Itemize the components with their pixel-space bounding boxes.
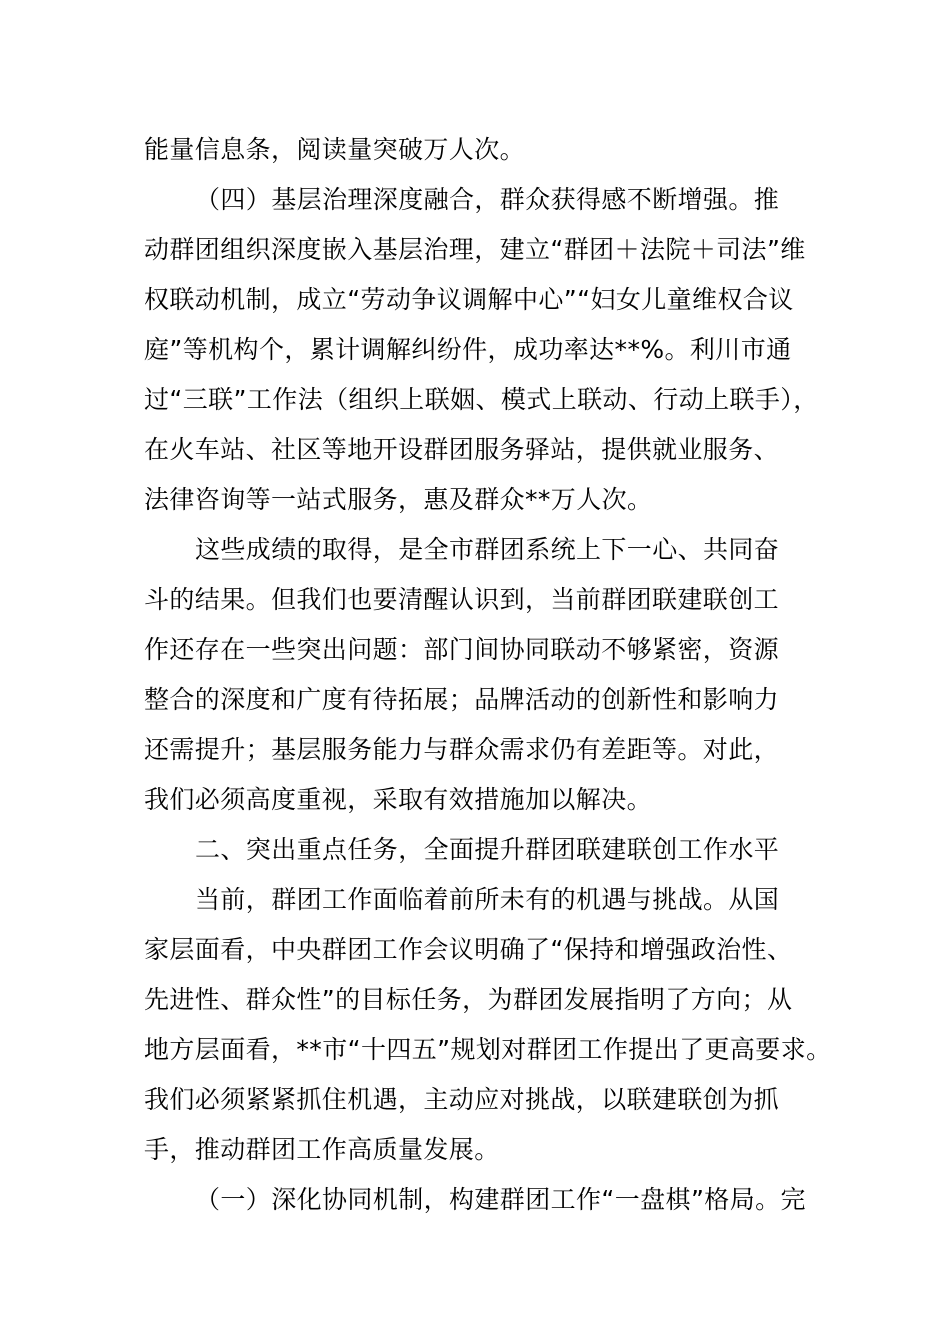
text-line: （一）深化协同机制，构建群团工作“一盘棋”格局。完	[195, 1185, 806, 1214]
text-line: 在火车站、社区等地开设群团服务驿站，提供就业服务、	[144, 435, 780, 464]
text-line: 庭”等机构个，累计调解纠纷件，成功率达**%。利川市通	[144, 335, 792, 364]
text-line: 过“三联”工作法（组织上联姻、模式上联动、行动上联手），	[144, 385, 819, 414]
text-line: 还需提升；基层服务能力与群众需求仍有差距等。对此，	[144, 735, 780, 764]
text-line: 这些成绩的取得，是全市群团系统上下一心、共同奋	[195, 535, 780, 564]
text-line: 我们必须高度重视，采取有效措施加以解决。	[144, 785, 653, 814]
section-heading: 二、突出重点任务，全面提升群团联建联创工作水平	[195, 835, 780, 864]
text-line: 斗的结果。但我们也要清醒认识到，当前群团联建联创工	[144, 585, 780, 614]
text-line: 权联动机制，成立“劳动争议调解中心”“妇女儿童维权合议	[144, 285, 794, 314]
text-line: 整合的深度和广度有待拓展；品牌活动的创新性和影响力	[144, 685, 780, 714]
text-line: 家层面看，中央群团工作会议明确了“保持和增强政治性、	[144, 935, 793, 964]
text-line: 动群团组织深度嵌入基层治理，建立“群团＋法院＋司法”维	[144, 235, 806, 264]
text-line: 先进性、群众性”的目标任务，为群团发展指明了方向；从	[144, 985, 793, 1014]
text-line: 法律咨询等一站式服务，惠及群众**万人次。	[144, 485, 653, 514]
text-line: 能量信息条，阅读量突破万人次。	[144, 135, 526, 164]
text-line: （四）基层治理深度融合，群众获得感不断增强。推	[195, 185, 780, 214]
text-line: 当前，群团工作面临着前所未有的机遇与挑战。从国	[195, 885, 780, 914]
text-line: 作还存在一些突出问题：部门间协同联动不够紧密，资源	[144, 635, 780, 664]
text-line: 我们必须紧紧抓住机遇，主动应对挑战，以联建联创为抓	[144, 1085, 780, 1114]
text-line: 地方层面看，**市“十四五”规划对群团工作提出了更高要求。	[144, 1035, 832, 1064]
text-line: 手，推动群团工作高质量发展。	[144, 1135, 500, 1164]
